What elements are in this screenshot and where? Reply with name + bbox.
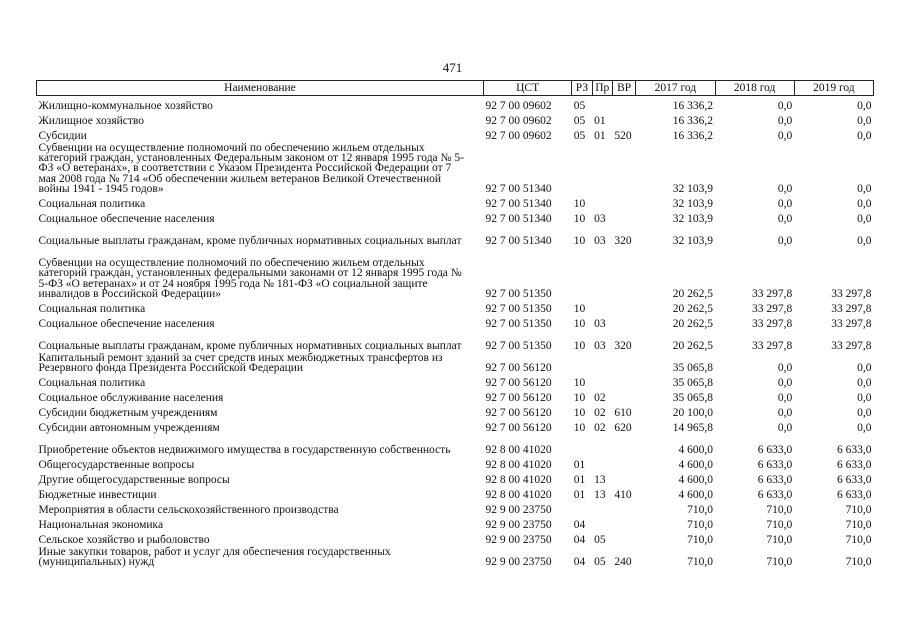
row-pr: [592, 500, 612, 515]
row-2019: 0,0: [857, 421, 872, 434]
row-vr: [612, 246, 635, 299]
row-pr: 05: [594, 533, 606, 546]
row-2018: 33 297,8: [751, 339, 793, 352]
row-2017: 35 065,8: [672, 391, 713, 404]
row-2017: 32 103,9: [672, 234, 713, 247]
row-2019: 0,0: [857, 406, 872, 419]
table-row: [37, 351, 874, 373]
header-2019: 2019 год: [794, 81, 873, 96]
row-2019: 710,0: [845, 555, 872, 568]
row-rz: 10: [573, 234, 586, 247]
row-2017: 4 600,0: [678, 458, 713, 471]
table-row: [37, 329, 874, 351]
row-cst: 92 8 00 41020: [485, 473, 552, 486]
row-rz: 05: [573, 99, 586, 112]
row-name: Субвенции на осуществление полномочий по обеспечению жильем отдельных категорий граждан, установленных федеральными законами от 12 января 1995 года № 5-ФЗ «О ветеранах» и от 24 ноября 1995 года № 181-ФЗ «О социальной защите инвалидов в Российской Федерации»: [38, 257, 462, 300]
table-row: [37, 373, 874, 388]
row-2018: 0,0: [777, 406, 793, 419]
row-name: Другие общегосударственные вопросы: [38, 473, 230, 486]
row-pr: [592, 299, 612, 314]
row-vr: 610: [614, 406, 632, 419]
row-pr: [592, 96, 612, 112]
row-cst: 92 7 00 51350: [485, 287, 552, 300]
row-vr: 320: [614, 339, 632, 352]
row-name: Социальная политика: [38, 376, 146, 389]
row-2018: 0,0: [777, 212, 793, 225]
row-name: Мероприятия в области сельскохозяйственного производства: [38, 503, 339, 516]
row-2018: 33 297,8: [751, 302, 793, 315]
row-2018: 0,0: [777, 361, 793, 374]
row-2017: 710,0: [687, 555, 713, 568]
row-2019: 0,0: [857, 391, 872, 404]
row-2019: 0,0: [857, 361, 872, 374]
row-cst: 92 7 00 56120: [485, 421, 552, 434]
row-rz: 05: [573, 114, 586, 127]
row-2019: 0,0: [857, 129, 872, 142]
row-name: Бюджетные инвестиции: [38, 488, 157, 501]
row-rz: 04: [573, 555, 586, 568]
row-2019: 0,0: [857, 114, 872, 127]
header-cst: ЦСТ: [483, 81, 571, 96]
table-row: [37, 209, 874, 224]
row-2019: 6 633,0: [837, 473, 872, 486]
row-2019: 0,0: [857, 212, 872, 225]
row-2018: 6 633,0: [757, 443, 793, 456]
row-name: Жилищное хозяйство: [38, 114, 145, 127]
row-2018: 0,0: [777, 182, 793, 195]
table-row: [37, 246, 874, 299]
row-pr: 02: [594, 421, 606, 434]
row-cst: 92 9 00 23750: [485, 555, 552, 568]
row-2017: 710,0: [687, 533, 713, 546]
table-row: [37, 515, 874, 530]
row-2017: 710,0: [687, 503, 713, 516]
row-pr: [592, 515, 612, 530]
budget-table: [36, 80, 874, 567]
row-2019: 33 297,8: [831, 287, 872, 300]
row-rz: 01: [573, 458, 586, 471]
row-rz: [572, 500, 592, 515]
row-2018: 6 633,0: [757, 458, 793, 471]
header-2018: 2018 год: [715, 81, 794, 96]
table-row: [37, 403, 874, 418]
row-2019: 0,0: [857, 99, 872, 112]
row-rz: 10: [573, 317, 586, 330]
row-rz: [572, 351, 592, 373]
header-vr: ВР: [612, 81, 635, 96]
row-rz: 10: [573, 302, 586, 315]
row-pr: 02: [594, 391, 606, 404]
row-cst: 92 7 00 56120: [485, 391, 552, 404]
row-2017: 20 262,5: [672, 302, 713, 315]
row-cst: 92 8 00 41020: [485, 458, 552, 471]
row-pr: 13: [594, 473, 606, 486]
row-name: Капитальный ремонт зданий за счет средств иных межбюджетных трансфертов из Резервного фонда Президента Российской Федерации: [38, 351, 443, 374]
row-2017: 20 262,5: [672, 287, 713, 300]
row-cst: 92 7 00 51340: [485, 212, 552, 225]
page-number: 471: [442, 60, 463, 75]
row-name: Иные закупки товаров, работ и услуг для обеспечения государственных (муниципальных) нужд: [38, 545, 391, 568]
row-vr: [612, 433, 635, 455]
table-row: [37, 126, 874, 141]
header-2017: 2017 год: [636, 81, 715, 96]
row-cst: 92 7 00 09602: [485, 99, 552, 112]
row-2017: 32 103,9: [672, 212, 713, 225]
row-pr: 03: [594, 212, 606, 225]
table-row: [37, 500, 874, 515]
row-rz: 04: [573, 533, 586, 546]
row-name: Субсидии: [38, 129, 87, 142]
row-name: Приобретение объектов недвижимого имущества в государственную собственность: [38, 443, 451, 456]
row-2018: 6 633,0: [757, 473, 793, 486]
row-name: Субсидии бюджетным учреждениям: [38, 406, 218, 419]
row-cst: 92 7 00 51350: [485, 317, 552, 330]
row-cst: 92 7 00 09602: [485, 114, 552, 127]
row-cst: 92 7 00 51350: [485, 339, 552, 352]
row-pr: [592, 455, 612, 470]
row-pr: [592, 194, 612, 209]
row-2017: 710,0: [687, 518, 713, 531]
row-2019: 6 633,0: [837, 488, 872, 501]
row-2017: 32 103,9: [672, 197, 713, 210]
table-row: [37, 314, 874, 329]
row-name: Социальная политика: [38, 302, 146, 315]
row-cst: 92 7 00 51340: [485, 234, 552, 247]
table-row: [37, 455, 874, 470]
row-2018: 33 297,8: [751, 317, 793, 330]
table-row: [37, 96, 874, 112]
row-rz: 10: [573, 406, 586, 419]
table-row: [37, 470, 874, 485]
row-rz: 10: [573, 212, 586, 225]
row-2019: 33 297,8: [831, 302, 872, 315]
row-2019: 33 297,8: [831, 317, 872, 330]
row-pr: [592, 246, 612, 299]
row-2018: 0,0: [777, 376, 793, 389]
row-vr: [612, 141, 635, 194]
row-cst: 92 9 00 23750: [485, 533, 552, 546]
header-pr: Пр: [592, 81, 612, 96]
row-2017: 14 965,8: [672, 421, 713, 434]
row-name: Социальное обеспечение населения: [38, 212, 215, 225]
row-2018: 0,0: [777, 114, 793, 127]
row-rz: [572, 433, 592, 455]
table-row: [37, 299, 874, 314]
row-rz: 10: [573, 197, 586, 210]
row-vr: [612, 373, 635, 388]
row-rz: 04: [573, 518, 586, 531]
row-cst: 92 7 00 51350: [485, 302, 552, 315]
row-pr: 03: [594, 317, 606, 330]
row-name: Национальная экономика: [38, 518, 164, 531]
table-row: [37, 111, 874, 126]
row-rz: 10: [573, 391, 586, 404]
row-rz: 01: [573, 488, 586, 501]
row-2019: 6 633,0: [837, 458, 872, 471]
row-cst: 92 7 00 56120: [485, 361, 552, 374]
row-name: Общегосударственные вопросы: [38, 458, 195, 471]
row-2017: 20 100,0: [672, 406, 713, 419]
row-2019: 33 297,8: [831, 339, 872, 352]
row-rz: 01: [573, 473, 586, 486]
row-2019: 6 633,0: [837, 443, 872, 456]
row-name: Субвенции на осуществление полномочий по обеспечению жильем отдельных категорий граждан, установленных Федеральным законом от 12 января 1995 года № 5-ФЗ «О ветеранах», в соответствии с Указом Президента Российской Федерации от 7 мая 2008 года № 714 «Об обеспечении жильем ветеранов Великой Отечественной войны 1941 - 1945 годов»: [38, 141, 464, 195]
row-pr: 01: [594, 129, 606, 142]
row-name: Социальные выплаты гражданам, кроме публичных нормативных социальных выплат: [38, 234, 462, 247]
row-name: Жилищно-коммунальное хозяйство: [38, 99, 213, 112]
row-vr: [612, 194, 635, 209]
row-2019: 0,0: [857, 197, 872, 210]
row-pr: 02: [594, 406, 606, 419]
row-cst: 92 7 00 56120: [485, 376, 552, 389]
row-rz: 10: [573, 339, 586, 352]
row-name: Социальное обеспечение населения: [38, 317, 215, 330]
row-rz: 05: [573, 129, 586, 142]
row-2018: 33 297,8: [751, 287, 793, 300]
row-2017: 35 065,8: [672, 376, 713, 389]
row-2017: 16 336,2: [672, 129, 713, 142]
row-2018: 6 633,0: [757, 488, 793, 501]
row-cst: 92 7 00 09602: [485, 129, 552, 142]
row-2019: 0,0: [857, 182, 872, 195]
row-vr: 320: [614, 234, 632, 247]
row-vr: [612, 96, 635, 112]
row-name: Социальное обслуживание населения: [38, 391, 224, 404]
row-cst: 92 8 00 41020: [485, 443, 552, 456]
row-vr: [612, 515, 635, 530]
row-2018: 710,0: [766, 503, 793, 516]
row-pr: [592, 373, 612, 388]
table-row: [37, 194, 874, 209]
row-2018: 710,0: [766, 518, 793, 531]
header-name: Наименование: [37, 81, 484, 96]
row-2017: 32 103,9: [672, 182, 713, 195]
row-vr: [612, 209, 635, 224]
row-2017: 16 336,2: [672, 99, 713, 112]
row-2018: 0,0: [777, 391, 793, 404]
row-pr: 01: [594, 114, 606, 127]
row-pr: 03: [594, 234, 606, 247]
row-cst: 92 7 00 51340: [485, 182, 552, 195]
row-vr: [612, 314, 635, 329]
row-pr: 13: [594, 488, 606, 501]
row-pr: [592, 351, 612, 373]
row-2018: 0,0: [777, 197, 793, 210]
row-pr: [592, 433, 612, 455]
row-2018: 0,0: [777, 421, 793, 434]
row-vr: 410: [614, 488, 632, 501]
row-vr: [612, 111, 635, 126]
row-2018: 0,0: [777, 99, 793, 112]
row-vr: [612, 455, 635, 470]
row-vr: [612, 470, 635, 485]
table-row: [37, 433, 874, 455]
row-rz: 10: [573, 421, 586, 434]
table-row: [37, 485, 874, 500]
row-2017: 20 262,5: [672, 339, 713, 352]
row-2018: 710,0: [766, 533, 793, 546]
row-vr: 620: [614, 421, 632, 434]
table-row: [37, 545, 874, 567]
row-2017: 4 600,0: [678, 443, 713, 456]
row-cst: 92 9 00 23750: [485, 503, 552, 516]
row-pr: [592, 141, 612, 194]
row-rz: [572, 246, 592, 299]
row-cst: 92 7 00 51340: [485, 197, 552, 210]
row-2017: 35 065,8: [672, 361, 713, 374]
row-name: Субсидии автономным учреждениям: [38, 421, 220, 434]
row-cst: 92 8 00 41020: [485, 488, 552, 501]
row-vr: [612, 299, 635, 314]
row-2019: 710,0: [845, 518, 872, 531]
row-2019: 710,0: [845, 503, 872, 516]
row-pr: 05: [594, 555, 606, 568]
row-rz: 10: [573, 376, 586, 389]
row-vr: 520: [614, 129, 632, 142]
row-2018: 0,0: [777, 234, 793, 247]
table-row: [37, 388, 874, 403]
table-row: [37, 224, 874, 246]
row-name: Социальные выплаты гражданам, кроме публичных нормативных социальных выплат: [38, 339, 462, 352]
row-2017: 4 600,0: [678, 488, 713, 501]
row-2018: 0,0: [777, 129, 793, 142]
header-rz: РЗ: [572, 81, 592, 96]
row-vr: [612, 500, 635, 515]
row-name: Сельское хозяйство и рыболовство: [38, 533, 210, 546]
table-row: [37, 418, 874, 433]
row-2018: 710,0: [766, 555, 793, 568]
row-2017: 4 600,0: [678, 473, 713, 486]
row-vr: [612, 351, 635, 373]
row-2017: 16 336,2: [672, 114, 713, 127]
row-cst: 92 9 00 23750: [485, 518, 552, 531]
table-header-row: [37, 81, 874, 96]
row-pr: 03: [594, 339, 606, 352]
row-2019: 0,0: [857, 234, 872, 247]
row-name: Социальная политика: [38, 197, 146, 210]
row-2019: 0,0: [857, 376, 872, 389]
budget-table-container: [36, 80, 874, 567]
row-vr: 240: [614, 555, 632, 568]
row-rz: [572, 141, 592, 194]
row-2017: 20 262,5: [672, 317, 713, 330]
table-row: [37, 141, 874, 194]
row-vr: [612, 388, 635, 403]
table-row: [37, 530, 874, 545]
row-cst: 92 7 00 56120: [485, 406, 552, 419]
row-vr: [612, 530, 635, 545]
row-2019: 710,0: [845, 533, 872, 546]
